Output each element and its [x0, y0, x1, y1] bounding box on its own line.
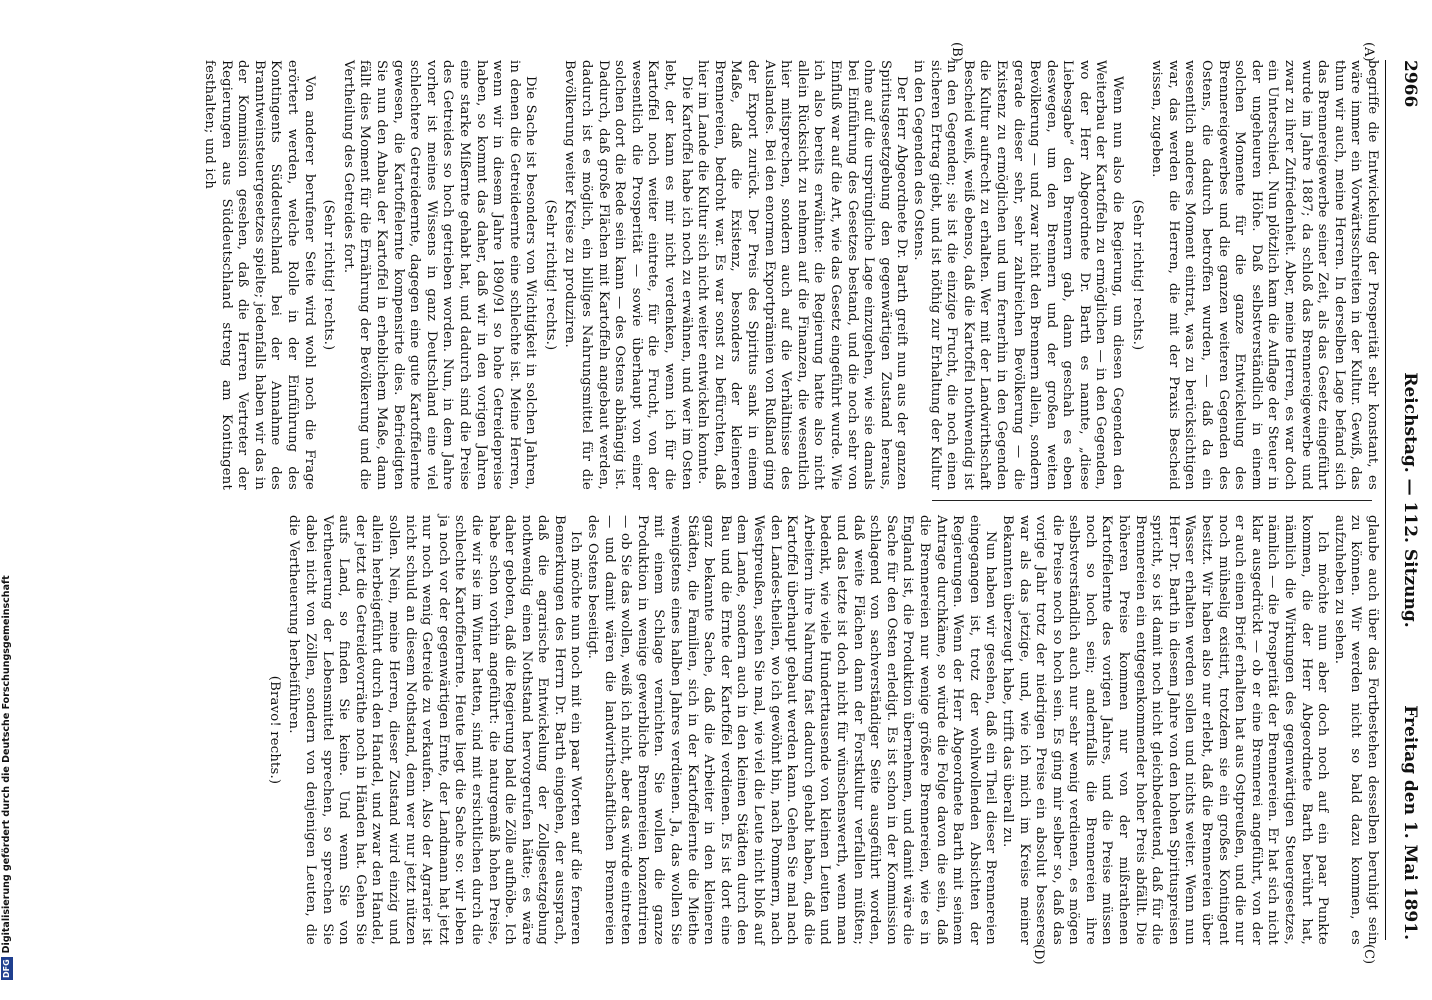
column-divider — [932, 500, 1372, 501]
paragraph: Wenn nun also die Regierung, um diesen Gegenden den Weiterbau der Kartoffeln zu ermöglichen — in den Gegenden, wo der Herr Abgeordnete Dr. Barth es nannte, „diese Liebesgabe“ den Brennern gab, dann geschah es eben deswegen, um den Brennern und der großen weiten Bevölkerung — und zwar nicht den Brennern allein, sondern gerade dieser sehr, sehr zahlreichen Bevölkerung — die Existenz zu ermöglichen und um fernerhin in den Gegenden die Kultur aufrecht zu erhalten. Wer mit der Landwirthschaft Bescheid weiß, weiß ebenso, daß die Kartoffel nothwendig ist in den Gegenden; sie ist die einzige Frucht, die noch einen sicheren Ertrag giebt, und ist nöthig zur Erhaltung der Kultur in den Gegenden des Ostens. — [910, 60, 1126, 490]
header-rule — [1385, 60, 1386, 940]
paragraph: Nun haben wir gesehen, daß ein Theil dieser Brennereien eingegangen ist, trotz der wohlwollenden Absichten der Regierungen. Wenn der Herr Abgeordnete Barth mit seinem Antrage durchkäme, so würde die Folge davon die sein, daß die Brennereien nur wenige größere Brennereien, wie es in England ist, die Produktion übernehmen, und damit wäre die Sache für den Osten erledigt. Es ist schon in der Kommission schlagend von sachverständiger Seite ausgeführt worden, daß weite Flächen dann der Forstkultur verfallen müßten; und das letzte ist doch nicht für wünschenswerth, wenn man bedenkt, wie viele Hunderttausende von kleinen Leuten und Arbeitern ihre Nahrung fast dadurch gehabt haben, daß die Kartoffel überhaupt gebaut werden kann. Gehen Sie mal nach den Landes-theilen, wo ich gewöhnt bin, nach Pommern, nach Westpreußen, sehen Sie mal, wie viel die Leute nicht bloß auf dem Lande, sondern auch in den kleinen Städten durch den Bau und die Ernte der Kartoffel verdienen. Es ist dort eine ganz bekannte Sache, daß die Arbeiter in den kleineren Städten, die Familien, sich in der Kartoffelernte die Miethe wenigstens eines halben Jahres verdienen. Ja, das wollen Sie mit einem Schlage vernichten. Sie wollen die ganze Produktion in wenige gewerbliche Brennereien konzentriren — ob Sie das wollen, weiß ich nicht, aber das würde eintreten — und damit wären die landwirthschaftlichen Brennereien des Ostens beseitigt. — [585, 515, 999, 945]
page-header — [1390, 60, 1420, 940]
interjection: (Sehr richtig! rechts.) — [1129, 199, 1145, 351]
page-number: 2966 — [1400, 60, 1420, 108]
left-text-column — [200, 60, 1380, 490]
paragraph: Ich möchte nun aber doch noch auf ein paar Punkte kommen, die der Herr Abgeordnete Barth berührt hat, nämlich die Wirkungen des gegenwärtigen Steuergesetzes, nämlich — die Prosperität der Brennereien. Er hat sich nicht klar ausgedrückt — ob er eine Brennerei angeführt, von der er auch einen Brief erhalten hat aus Ostpreußen, und die nur noch mühselig existirt, trotzdem sie ein großes Kontingent besitzt. Wir haben also nur erlebt, daß die Brennereien über Wasser erhalten werden sollen und nichts weiter. Wenn nun Herr Dr. Barth in diesem Jahre von den hohen Spirituspreisen spricht, so ist damit noch nicht gleichbedeutend, daß für die Brennereien ein entgegenkommender hoher Preis abfällt. Die höheren Preise kommen nur von der mißrathenen Kartoffelernte des vorigen Jahres, und die Preise müssen noch so hoch sein; andernfalls die Brennereien ihre selbstverständlich auch nur sehr wenig verdienen, es mögen die Preise noch so hoch sein. Es ging mir selber so, daß das vorige Jahr trotz der niedrigen Preise ein absolut besseres war als das jetzige, und, wie ich mich im Kreise meiner Bekannten überzeugt habe, trifft das überall zu. — [999, 515, 1331, 945]
paragraph: Ich möchte nun noch mit ein paar Worten auf die ferneren Bemerkungen des Herrn Dr. Barth eingehen, der aussprach, daß die agrarische Entwickelung der Zollgesetzgebung nothwendig einen Nothstand hervorgerufen hätte; es wäre daher geboten, daß die Regierung bald die Zölle aufhöbe. Ich habe schon vorhin angeführt: die naturgemäß hohen Preise, die wir sie im Winter hatten, sind mit ersichtlichen durch die schlechte Kartoffelernte. Heute liegt die Sache so: wir leben ja noch vor der gegenwärtigen Ernte, der Landmann hat jetzt nur noch wenig Getreide zu verkaufen. Also der Agrarier ist nicht schuld an diesem Nothstand, denn wer nur jetzt nützen sollen. Nein, meine Herren, dieser Zustand wird einzig und allein herbeigeführt durch den Handel, und zwar den Handel, der jetzt die Getreidevorräthe noch in Händen hat. Gehen Sie aufs Land, so finden Sie keine. Und wenn Sie von Vertheuerung der Lebensmittel sprechen, so sprechen Sie dabei nicht von Zöllen, sondern von denjenigen Leuten, die die Vertheuerung herbeiführen. — [286, 515, 584, 945]
margin-mark-d: (D) — [1031, 944, 1046, 965]
session-date: Freitag den 1. Mai 1891. — [1400, 705, 1420, 940]
right-text-column — [262, 515, 1380, 945]
paragraph: glaube auch über das Fortbestehen desselben beruhigt sein zu können. Wir werden nicht so bald dazu kommen, es aufzuheben zu sehen. — [1331, 515, 1380, 945]
interjection: (Bravo! rechts.) — [266, 675, 282, 785]
dfg-logo-icon: DFG — [2, 959, 11, 978]
interjection: (Sehr richtig! rechts.) — [321, 199, 337, 351]
margin-mark-c: (C) — [1361, 944, 1376, 965]
paragraph: Von anderer berufener Seite wird wohl noch die Frage erörtert werden, welche Rolle in der Einführung des Kontingents Süddeutschland bei der Annahme des Branntweinsteuergesetzes spielte; jedenfalls haben wir das in der Kommission gesehen, daß die Herren Vertreter der Regierungen aus Süddeutschland streng am Kontingent festhalten; und ich — [202, 60, 317, 490]
paragraph: Die Kartoffel habe ich noch zu erwähnen, und wer im Osten lebt, der kann es mir nicht verdenken, wenn ich für die Kartoffel noch weiter eintrete, für die Frucht, von der wesentlich die Prosperität — sowie überhaupt von einer solchen dort die Rede sein kann — des Ostens abhängig ist. Dadurch, daß große Flächen mit Kartoffeln angebaut werden, dadurch ist es möglich, ein billiges Nahrungsmittel für die Bevölkerung weiter Kreise zu produziren. — [562, 60, 694, 490]
paragraph: Der Herr Abgeordnete Dr. Barth greift nun aus der ganzen Spiritusgesetzgebung den gegenwärtigen Zustand heraus, ohne auf die ursprüngliche Lage einzugehen, wie sie damals bei Einführung des Gesetzes bestand, und die noch sehr von Einfluß war auf die Art, wie das Gesetz eingeführt wurde. Wie ich also bereits erwähnte: die Regierung hatte also nicht allein Rücksicht zu nehmen auf die Finanzen, die wesentlich hier mitsprechen, sondern auch auf die Verhältnisse des Auslandes. Bei den enormen Exportprämien von Rußland ging der Export zurück. Der Preis des Spiritus sank in einem Maße, daß die Existenz, besonders der kleineren Brennereien, bedroht war. Es war sonst zu befürchten, daß hier im Lande die Kultur sich nicht weiter entwickeln konnte. — [695, 60, 910, 490]
digitisation-strip — [0, 0, 14, 1000]
paragraph: Die Sache ist besonders von Wichtigkeit in solchen Jahren, in denen die Getreideernte eine schlechte ist. Meine Herren, wenn wir in diesem Jahre 1890/91 so hohe Getreidepreise haben, so kommt das daher, daß wir in den vorigen Jahren eine starke Mißernte gehabt hat, und dadurch sind die Preise des Getreides so hoch getrieben worden. Nun, in dem Jahre vorher ist meines Wissens in ganz Deutschland eine viel schlechtere Getreideernte, dagegen eine gute Kartoffelernte gewesen, die Kartoffelernte kompensirte dies. Befriedigten Sie nun den Anbau der Kartoffel in erheblichem Maße, dann fällt dies Moment für die Ernährung der Bevölkerung und die Vertheilung des Getreides fort. — [340, 60, 539, 490]
digitisation-notice: Digitalisierung gefördert durch die Deutsche Forschungsgemeinschaft — [1, 575, 12, 954]
page-title: Reichstag. — 112. Sitzung. — [1400, 372, 1420, 628]
interjection: (Sehr richtig! rechts.) — [542, 199, 558, 351]
rotated-page — [22, 0, 1432, 1000]
margin-mark-b: (B) — [949, 42, 964, 62]
paragraph: begriffe die Entwickelung der Prosperität sehr konstant, es wäre immer ein Vorwärtsschreiten in der Kultur. Gewiß, das thun wir auch, meine Herren. In derselben Lage befand sich das Brennereigewerbe seiner Zeit, als das Gesetz eingeführt wurde im Jahre 1887; da schloß das Brennereigewerbe und zwar zu ihrer Zufriedenheit. Aber, meine Herren, es war doch ein Unterschied. Nun plötzlich kam die Auflage der Steuer in der ungeheuren Höhe. Daß selbstverständlich in einem solchen Momente für die ganze Entwickelung des Brennereigewerbes und die ganzen weiteren Gegenden des Ostens, die dadurch betroffen wurden, — daß da ein wesentlich anderes Moment eintrat, was zu berücksichtigen war, das werden die Herren, die mit der Praxis Bescheid wissen, zugeben. — [1149, 60, 1380, 490]
margin-mark-a: (A) — [1361, 42, 1376, 62]
